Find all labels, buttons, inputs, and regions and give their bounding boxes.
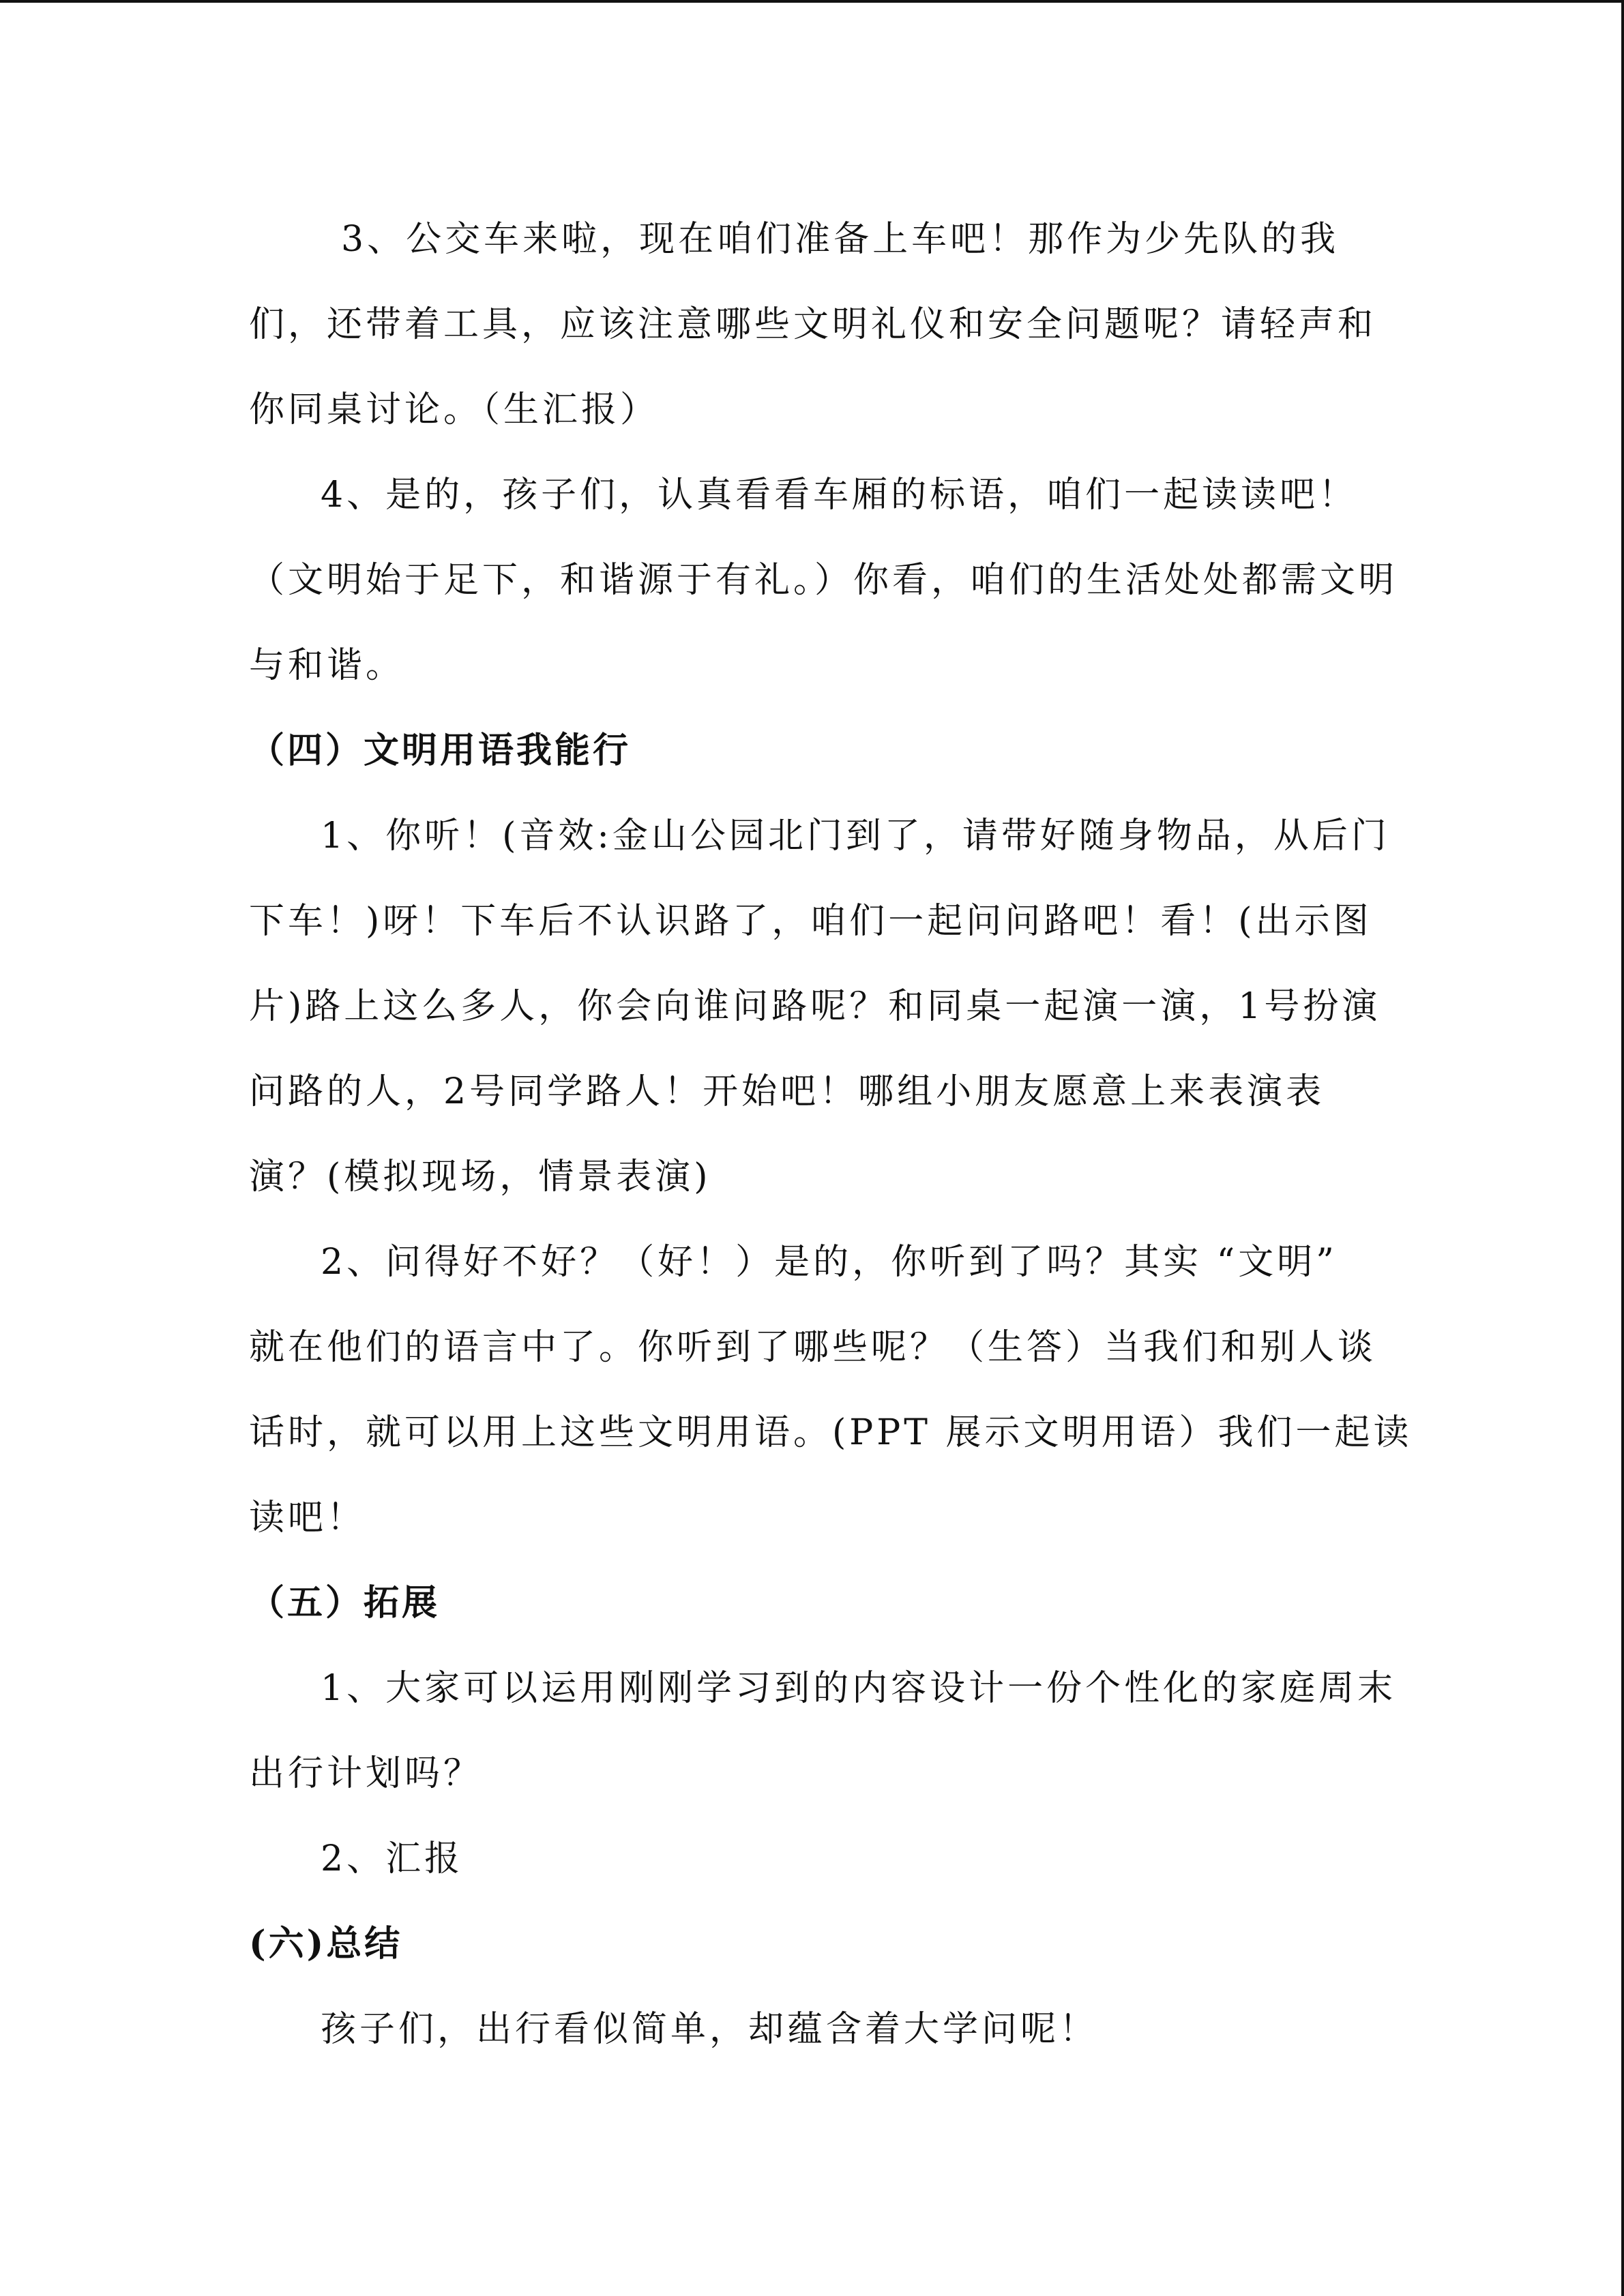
section-heading: （五）拓展	[249, 1582, 441, 1624]
paragraph-line: 你同桌讨论。（生汇报）	[249, 389, 660, 430]
paragraph-line: 出行计划吗？	[249, 1753, 483, 1794]
right-border	[1621, 0, 1624, 2296]
top-border	[0, 0, 1624, 3]
paragraph-line: 片)路上这么多人，你会向谁问路呢？和同桌一起演一演，1号扮演	[249, 986, 1381, 1027]
paragraph-line: 2、汇报	[321, 1838, 464, 1879]
paragraph-line: 读吧！	[249, 1497, 366, 1538]
section-heading: （四）文明用语我能行	[249, 730, 632, 771]
paragraph-line: 与和谐。	[249, 645, 405, 686]
paragraph-line: 1、大家可以运用刚刚学习到的内容设计一份个性化的家庭周末	[321, 1668, 1397, 1709]
paragraph-line: 1、你听！(音效:金山公园北门到了，请带好随身物品，从后门	[321, 816, 1390, 856]
paragraph-line: 2、问得好不好？（好！）是的，你听到了吗？其实 “文明”	[321, 1242, 1338, 1283]
paragraph-line: 孩子们，出行看似简单，却蕴含着大学问呢！	[321, 2009, 1099, 2050]
paragraph-line: 下车！)呀！下车后不认识路了，咱们一起问问路吧！看！(出示图	[249, 901, 1372, 942]
paragraph-line: 3、公交车来啦，现在咱们准备上车吧！那作为少先队的我	[341, 219, 1340, 260]
paragraph-line: （文明始于足下，和谐源于有礼。）你看，咱们的生活处处都需文明	[249, 560, 1398, 601]
paragraph-line: 话时，就可以用上这些文明用语。(PPT 展示文明用语）我们一起读	[249, 1412, 1413, 1453]
paragraph-line: 4、是的，孩子们，认真看看车厢的标语，咱们一起读读吧！	[321, 475, 1358, 516]
paragraph-line: 问路的人，2号同学路人！开始吧！哪组小朋友愿意上来表演表	[249, 1071, 1325, 1112]
paragraph-line: 们，还带着工具，应该注意哪些文明礼仪和安全问题呢？请轻声和	[249, 304, 1377, 345]
paragraph-line: 就在他们的语言中了。你听到了哪些呢？（生答）当我们和别人谈	[249, 1327, 1377, 1368]
paragraph-line: 演？(模拟现场，情景表演)	[249, 1157, 711, 1197]
section-heading: (六)总结	[249, 1923, 403, 1965]
